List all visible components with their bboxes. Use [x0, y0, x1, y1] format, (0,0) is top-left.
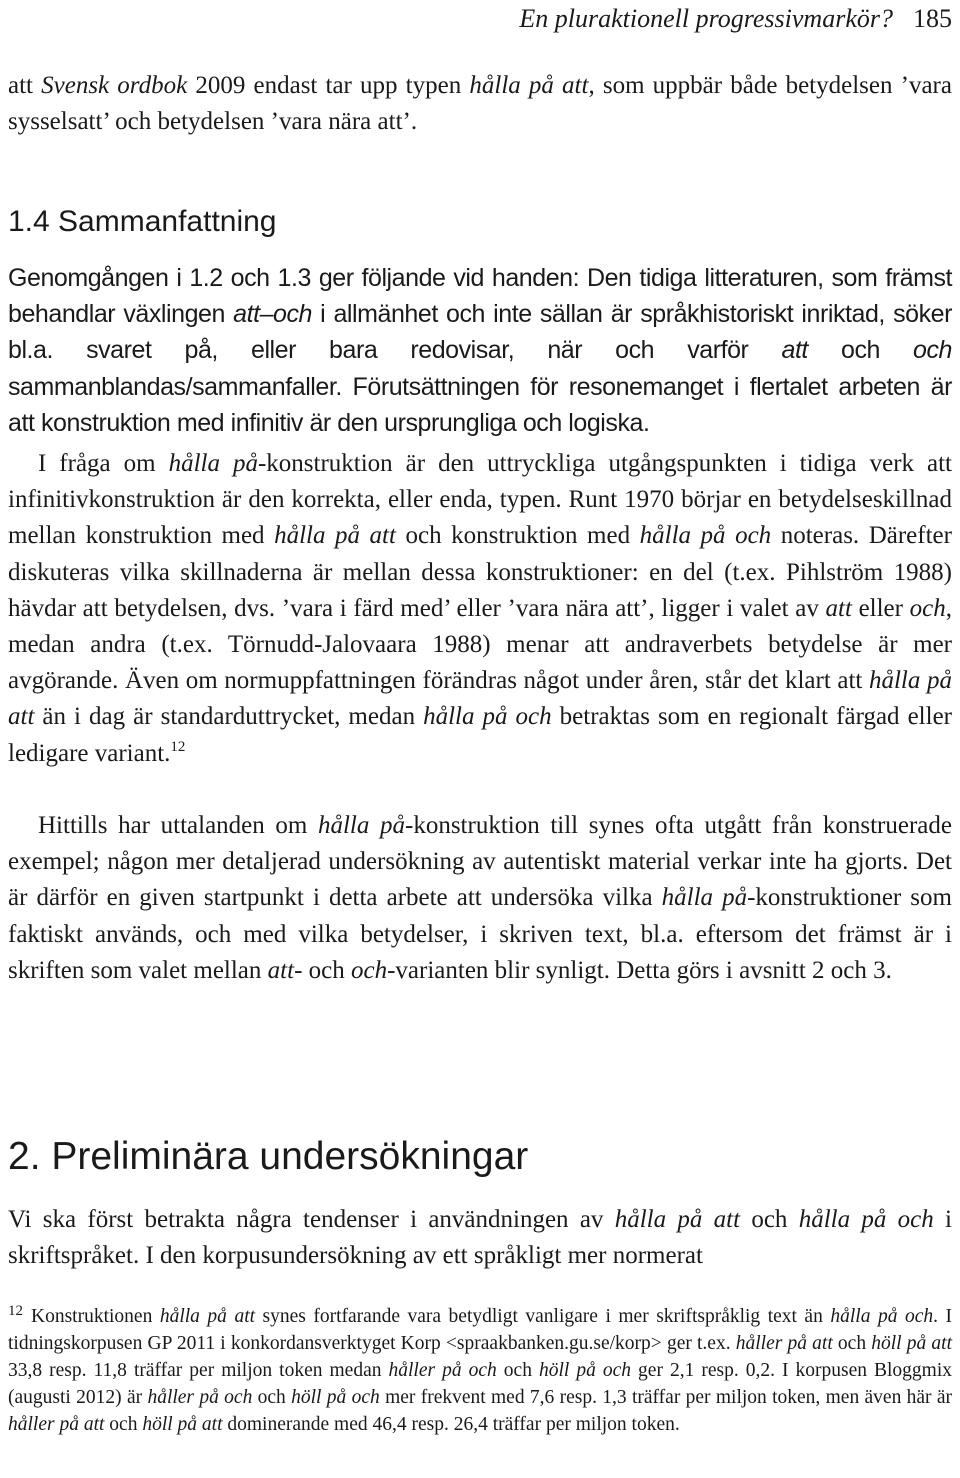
page-number: 185	[913, 4, 952, 33]
footnote-12: $^{12}$ Konstruktionen hålla på att synes fortfarande vara betydligt vanligare i mer skriftspråklig text än hålla på och. I tidningskorpusen GP 2011 i konkordansverktyget Korp <spraakbanken.gu.se/korp> ger t.ex. håller på att och höll på att 33,8 resp. 11,8 träffar per miljon token medan håller på och och höll på och ger 2,1 resp. 0,2. I korpusen Bloggmix (augusti 2012) är håller på och och höll på och mer frekvent med 7,6 resp. 1,3 träffar per miljon token, men även här är håller på att och höll på att dominerande med 46,4 resp. 26,4 träffar per miljon token.	[8, 1303, 953, 1435]
section-heading-1-4: 1.4 Sammanfattning	[8, 205, 277, 238]
summary-paragraph-1: Genomgången i 1.2 och 1.3 ger följande vid handen: Den tidiga litteraturen, som främst behandlar växlingen att–och i allmänhet och inte sällan är språkhistoriskt inriktad, söker bl.a. svaret på, eller bara redovisar, när och varför att och och sammanblandas/sammanfaller. Förutsättningen för resonemanget i flertalet arbeten är att konstruktion med infinitiv är den ursprungliga och logiska.	[8, 264, 953, 437]
running-head-title: En pluraktionell progressivmarkör?	[519, 4, 893, 33]
intro-paragraph: att Svensk ordbok 2009 endast tar upp typen hålla på att, som uppbär både betydelsen ’vara sysselsatt’ och betydelsen ’vara nära att’.	[8, 72, 952, 136]
footnote-ref-12[interactable]: 12	[170, 738, 186, 755]
summary-paragraph-2: I fråga om hålla på-konstruktion är den uttryckliga utgångspunkten i tidiga verk att infinitivkonstruktion är den korrekta, eller enda, typen. Runt 1970 börjar en betydelseskillnad mellan konstruktion med hålla på att och konstruktion med hålla på och noteras. Därefter diskuteras vilka skillnaderna är mellan dessa konstruktioner: en del (t.ex. Pihlström 1988) hävdar att betydelsen, dvs. ’vara i färd med’ eller ’vara nära att’, ligger i valet av att eller och, medan andra (t.ex. Törnudd-Jalovaara 1988) menar att andraverbets betydelse är mer avgörande. Även om normuppfattningen förändras något under åren, står det klart att hålla på att än i dag är standarduttrycket, medan hålla på och betraktas som en regionalt färgad eller ledigare variant.$^{12}$	[8, 450, 952, 767]
footnote-number: 12	[8, 1303, 23, 1319]
chapter-2-paragraph-1: Vi ska först betrakta några tendenser i användningen av hålla på att och hålla på och i skriftspråket. I den korpusundersökning av ett språkligt mer normerat	[8, 1206, 952, 1270]
summary-paragraph-3: Hittills har uttalanden om hålla på-konstruktion till synes ofta utgått från konstruerade exempel; någon mer detaljerad undersökning av autentiskt material verkar inte ha gjorts. Det är därför en given startpunkt i detta arbete att undersöka vilka hålla på-konstruktioner som faktiskt används, och med vilka betydelser, i skriven text, bl.a. eftersom det främst är i skriften som valet mellan att- och och-varianten blir synligt. Detta görs i avsnitt 2 och 3.	[8, 812, 952, 984]
chapter-heading-2: 2. Preliminära undersökningar	[8, 1135, 529, 1178]
running-head	[519, 2, 952, 36]
